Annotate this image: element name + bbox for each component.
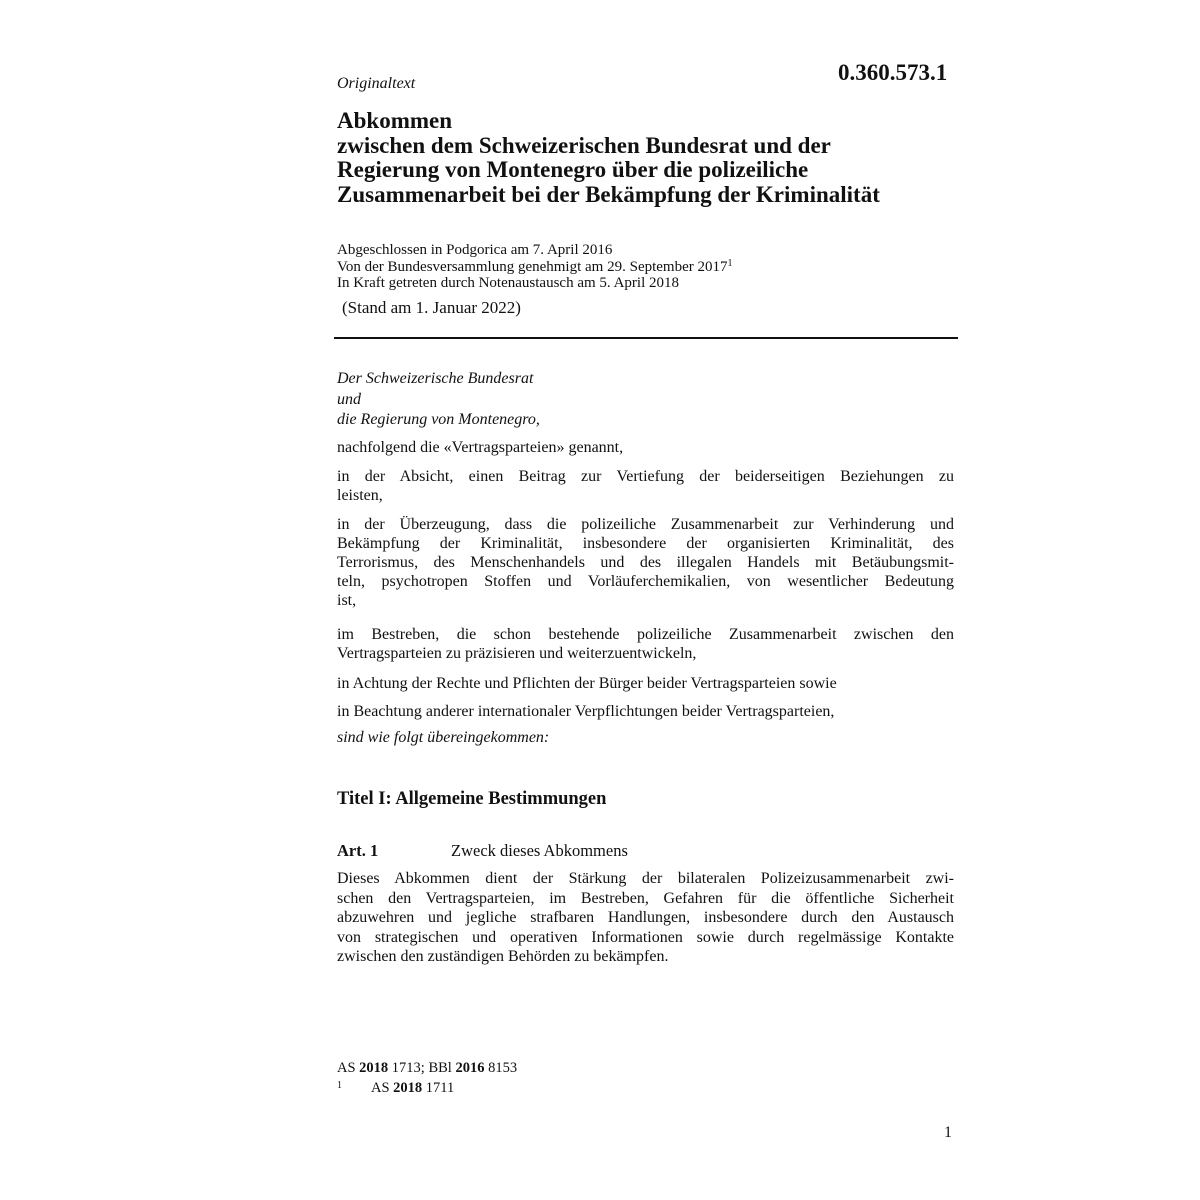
document-title <box>337 109 880 207</box>
preamble-hereinafter: nachfolgend die «Vertragsparteien» genannt, <box>337 439 624 456</box>
preamble-paragraph <box>337 625 954 663</box>
paragraph-line: ist, <box>337 592 357 609</box>
preamble-paragraph: in Achtung der Rechte und Pflichten der Bürger beider Vertragsparteien sowie <box>337 675 837 692</box>
sr-number: 0.360.573.1 <box>838 60 948 85</box>
header-divider <box>334 337 958 339</box>
title-line: Zusammenarbeit bei der Bekämpfung der Kriminalität <box>337 181 880 207</box>
status-date: (Stand am 1. Januar 2022) <box>342 298 521 317</box>
preamble-paragraph: in Beachtung anderer internationaler Verpflichtungen beider Vertragsparteien, <box>337 703 835 720</box>
page-number: 1 <box>944 1124 952 1141</box>
party-line: und <box>337 390 361 408</box>
paragraph-line: in der Überzeugung, dass die polizeiliche Zusammenarbeit zur Verhinderung und <box>337 516 954 533</box>
original-text-label: Originaltext <box>337 75 416 92</box>
article-number: Art. 1 <box>337 841 379 860</box>
paragraph-line: Vertragsparteien zu präzisieren und weiterzuentwickeln, <box>337 645 697 662</box>
paragraph-line: zwischen den zuständigen Behörden zu bekämpfen. <box>337 948 669 966</box>
paragraph-line: Terrorismus, des Menschenhandels und des illegalen Handels mit Betäubungsmit- <box>337 554 954 571</box>
paragraph-line: schen den Vertragsparteien, im Bestreben, Gefahren für die öffentliche Sicherheit <box>337 889 954 907</box>
approval-line <box>337 259 733 276</box>
title-line: Abkommen <box>337 108 453 133</box>
article-body <box>337 869 954 967</box>
preamble-paragraph <box>337 515 954 610</box>
title-line: zwischen dem Schweizerischen Bundesrat und der <box>337 132 831 158</box>
preamble-agreed: sind wie folgt übereingekommen: <box>337 729 550 746</box>
footnote-1: 1 AS 2018 1711 <box>337 1080 455 1096</box>
title-line: Regierung von Montenegro über die polizeiliche <box>337 157 809 182</box>
contracting-parties <box>337 369 540 431</box>
paragraph-line: von strategischen und operativen Informationen sowie durch regelmässige Kontakte <box>337 928 954 946</box>
paragraph-line: leisten, <box>337 487 383 504</box>
paragraph-line: Bekämpfung der Kriminalität, insbesondere der organisierten Kriminalität, des <box>337 535 954 552</box>
in-force-date: In Kraft getreten durch Notenaustausch am 5. April 2018 <box>337 275 679 291</box>
party-line: die Regierung von Montenegro, <box>337 411 540 428</box>
article-title: Zweck dieses Abkommens <box>451 841 628 860</box>
preamble-paragraph <box>337 467 954 505</box>
document-meta <box>337 242 733 292</box>
paragraph-line: teln, psychotropen Stoffen und Vorläuferchemikalien, von wesentlicher Bedeutung <box>337 573 954 590</box>
paragraph-line: im Bestreben, die schon bestehende polizeiliche Zusammenarbeit zwischen den <box>337 626 954 643</box>
paragraph-line: in der Absicht, einen Beitrag zur Vertiefung der beiderseitigen Beziehungen zu <box>337 468 954 485</box>
approval-date: Von der Bundesversammlung genehmigt am 29. September 2017 <box>337 258 728 275</box>
paragraph-line: abzuwehren und jegliche strafbaren Handlungen, insbesondere durch den Austausch <box>337 909 954 927</box>
section-title: Titel I: Allgemeine Bestimmungen <box>337 789 607 809</box>
footnote-reference[interactable]: 1 <box>727 257 733 269</box>
party-line: Der Schweizerische Bundesrat <box>337 370 534 387</box>
official-collection-reference: AS 2018 1713; BBl 2016 8153 <box>337 1060 518 1076</box>
concluded-date: Abgeschlossen in Podgorica am 7. April 2016 <box>337 242 613 258</box>
paragraph-line: Dieses Abkommen dient der Stärkung der bilateralen Polizeizusammenarbeit zwi- <box>337 870 954 887</box>
footnotes <box>337 1058 517 1098</box>
